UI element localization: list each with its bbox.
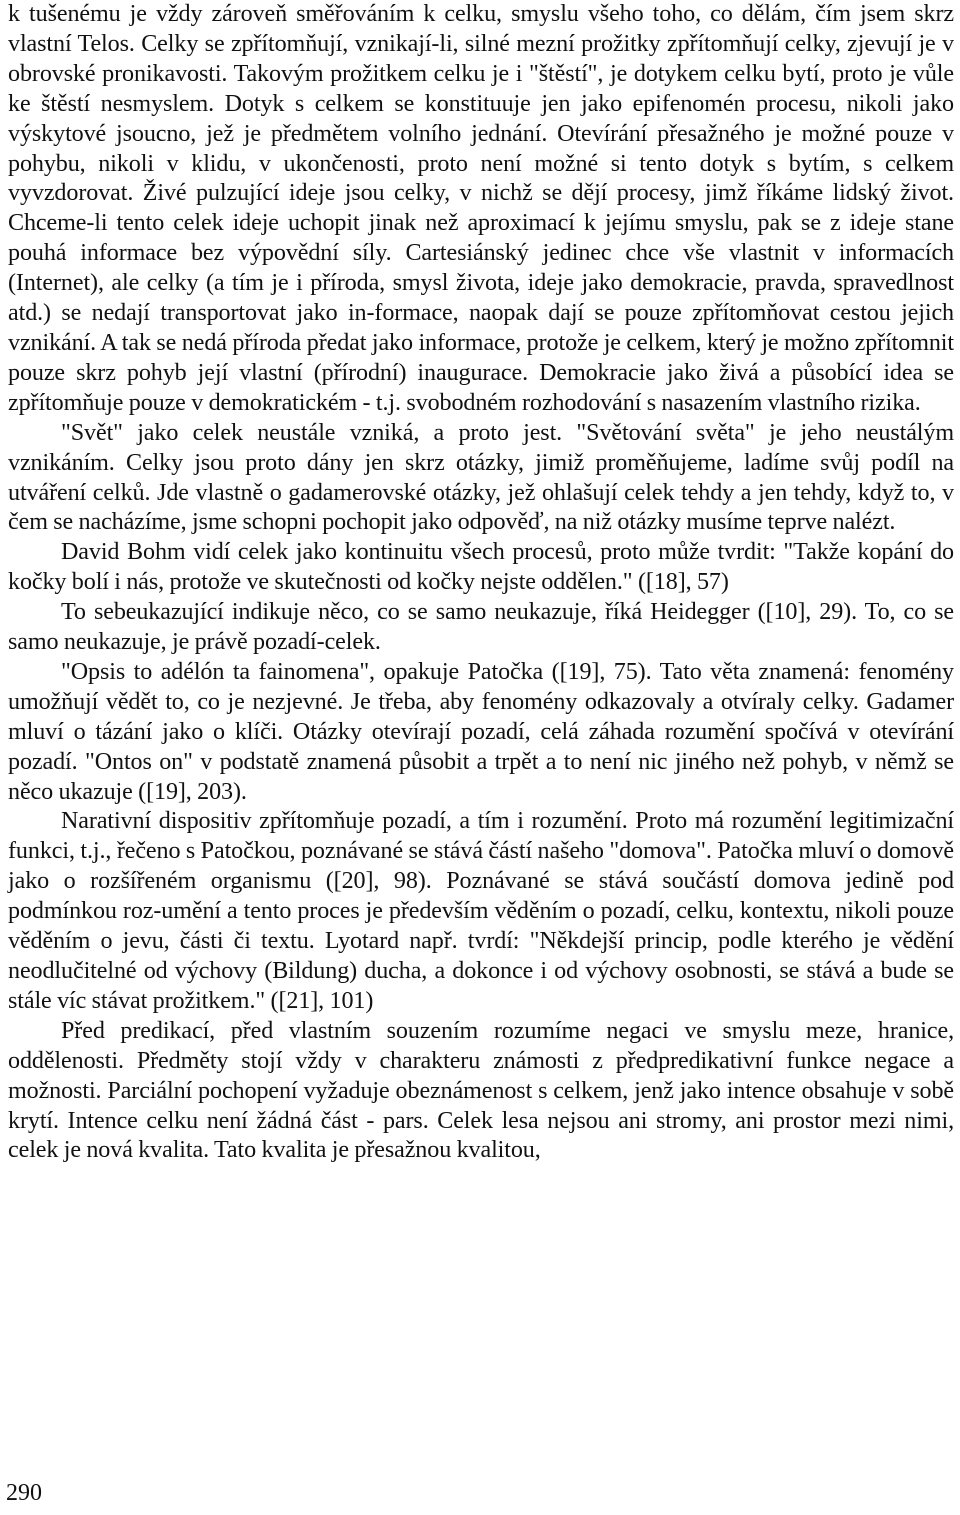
paragraph-5: "Opsis to adélón ta fainomena", opakuje Patočka ([19], 75). Tato věta znamená: fenomény umožňují vědět to, co je nezjevné. Je třeba, aby fenomény odkazovaly a otvíraly celky. Gadamer mluví o tázání jako o klíči. Otázky otevírají pozadí, celá záhada rozumění spočívá v otevírání pozadí. "Ontos on" v podstatě znamená působit a trpět a to není nic jiného než pohyb, v němž se něco ukazuje ([19], 203). xyxy=(8,658,954,805)
paragraph-3: David Bohm vidí celek jako kontinuitu všech procesů, proto může tvrdit: "Takže kopání do kočky bolí i nás, protože ve skutečnosti od kočky nejste oddělen." ([18], 57) xyxy=(8,539,954,596)
paragraph-7: Před predikací, před vlastním souzením rozumíme negaci ve smyslu meze, hranice, oddělenosti. Předměty stojí vždy v charakteru známosti z předpredikativní funkce negace a možnosti. Parciální pochopení vyžaduje obeznámenost s celkem, jenž jako intence obsahuje v sobě krytí. Intence celku není žádná část - pars. Celek lesa nejsou ani stromy, ani prostor mezi nimi, celek je nová kvalita. Tato kvalita je přesažnou kvalitou, xyxy=(8,1017,954,1164)
paragraph-4: To sebeukazující indikuje něco, co se samo neukazuje, říká Heidegger ([10], 29). To, co se samo neukazuje, je právě pozadí-celek. xyxy=(8,599,954,656)
page-number: 290 xyxy=(6,1480,42,1506)
paragraph-6: Narativní dispositiv zpřítomňuje pozadí, a tím i rozumění. Proto má rozumění legitimizační funkci, t.j., řečeno s Patočkou, poznávané se stává částí našeho "domova". Patočka mluví o domově jako o rozšířeném organismu ([20], 98). Poznávané se stává součástí domova jedině pod podmínkou roz-umění a tento proces je především věděním o pozadí, celku, kontextu, nikoli pouze věděním o jevu, části či textu. Lyotard např. tvrdí: "Někdejší princip, podle kterého je vědění neodlučitelné od výchovy (Bildung) ducha, a dokonce i od výchovy osobnosti, se stává a bude se stále víc stávat prožitkem." ([21], 101) xyxy=(8,808,954,1014)
paragraph-1: k tušenému je vždy zároveň směřováním k celku, smyslu všeho toho, co dělám, čím jsem skrz vlastní Telos. Celky se zpřítomňují, vznikají-li, silné mezní prožitky zpřítomňují celky, zjevují je v obrovské pronikavosti. Takovým prožitkem celku je i "štěstí", je dotykem celku bytí, proto je vůle ke štěstí nesmyslem. Dotyk s celkem se konstituuje jen jako epifenomén procesu, nikoli jako výskytové jsoucno, jež je předmětem volního jednání. Otevírání přesažného je možné pouze v pohybu, nikoli v klidu, v ukončenosti, proto není možné si tento dotyk s bytím, s celkem vyvzdorovat. Živé pulzující ideje jsou celky, v nichž se dějí procesy, jimž říkáme lidský život. Chceme-li tento celek ideje uchopit jinak než aproximací k jejímu smyslu, pak se z ideje stane pouhá informace bez výpovědní síly. Cartesiánský jedinec chce vše vlastnit v informacích (Internet), ale celky (a tím je i příroda, smysl života, ideje jako demokracie, pravda, spravedlnost atd.) se nedají transportovat jako in-formace, naopak dají se pouze zpřítomňovat cestou jejich vznikání. A tak se nedá příroda předat jako informace, protože je celkem, který je možno zpřítomnit pouze skrz pohyb její vlastní (přírodní) inaugurace. Demokracie jako živá a působící idea se zpřítomňuje pouze v demokratickém - t.j. svobodném rozhodování s nasazením vlastního rizika. xyxy=(8,1,954,416)
paragraph-2: "Svět" jako celek neustále vzniká, a proto jest. "Světování světa" je jeho neustálým vznikáním. Celky jsou proto dány jen skrz otázky, jimiž proměňujeme, ladíme svůj podíl na utváření celků. Jde vlastně o gadamerovské otázky, jež ohlašují celek tehdy a jen tehdy, když to, v čem se nacházíme, jsme schopni pochopit jako odpověď, na niž otázky musíme teprve nalézt. xyxy=(8,419,954,536)
document-page xyxy=(8,0,954,1166)
